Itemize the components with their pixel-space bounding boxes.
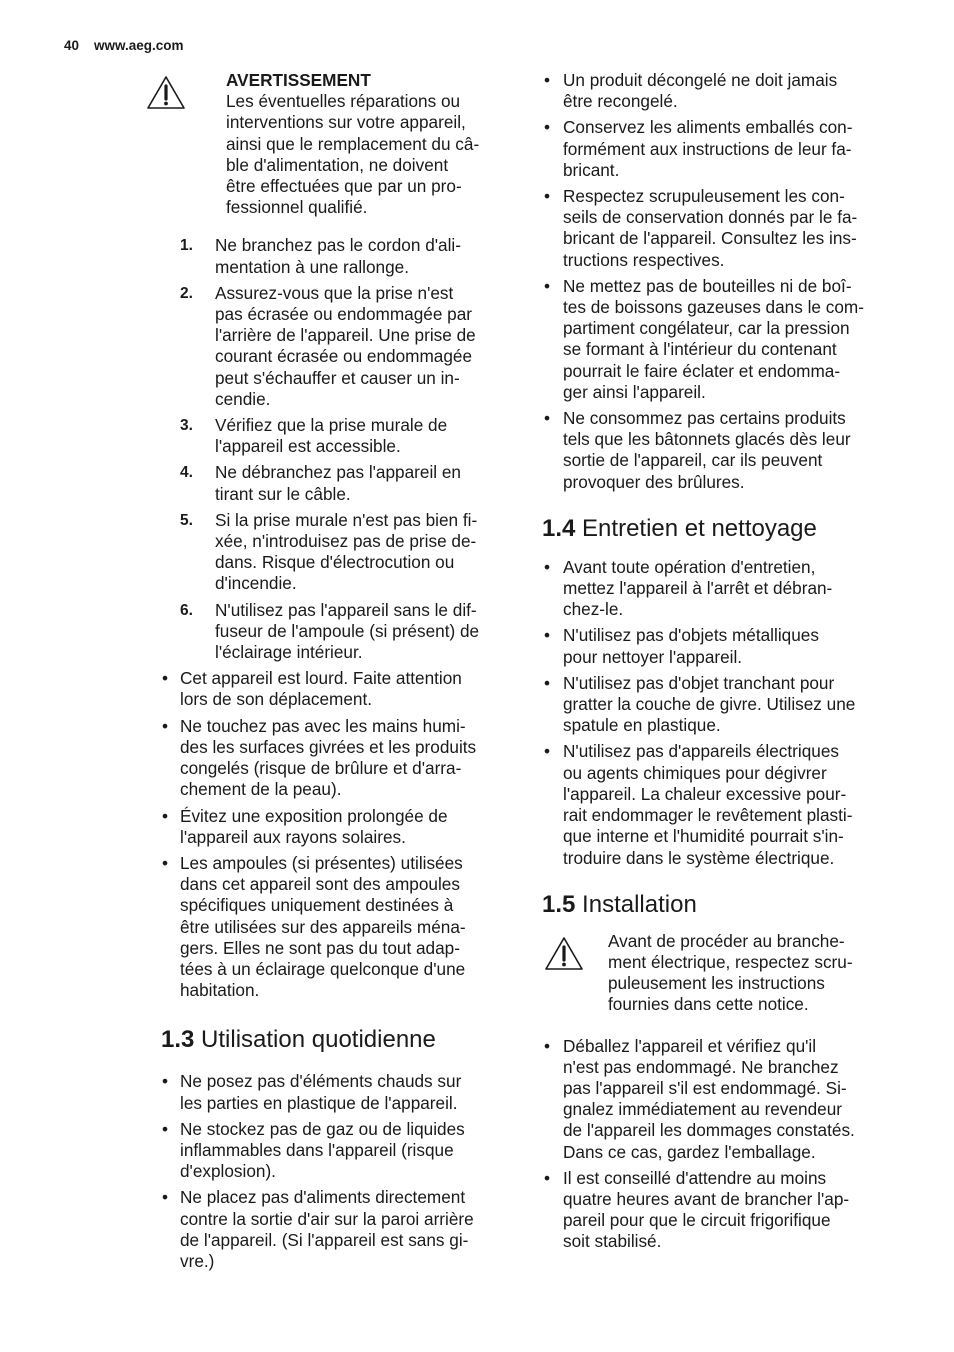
list-item — [542, 1168, 900, 1253]
text-line: rait endommager le revêtement plasti- — [563, 805, 853, 826]
text-line: l'éclairage intérieur. — [215, 642, 363, 663]
step-number: 1. — [180, 237, 193, 255]
text-line: tructions respectives. — [563, 249, 725, 270]
text-line: bricant. — [563, 159, 620, 180]
list-item — [542, 673, 900, 737]
list-item — [542, 625, 900, 667]
text-line: de l'appareil. (Si l'appareil est sans gi- — [180, 1229, 469, 1250]
left-column — [140, 70, 516, 1277]
step-item — [140, 283, 516, 410]
text-line: • Cet appareil est lourd. Faite attention — [180, 668, 462, 689]
text-line: l'appareil aux rayons solaires. — [180, 826, 406, 847]
text-line: les parties en plastique de l'appareil. — [180, 1092, 458, 1113]
section-heading — [140, 1026, 516, 1054]
text-line: être recongelé. — [563, 91, 678, 112]
text-line: l'appareil. La chaleur excessive pour- — [563, 783, 847, 804]
text-line: Ne branchez pas le cordon d'ali- — [215, 235, 461, 256]
text-line: chement de la peau). — [180, 779, 342, 800]
text-line: gnalez immédiatement au revendeur — [563, 1099, 842, 1120]
bullet-list — [542, 557, 900, 869]
bullet-list — [542, 1036, 900, 1253]
list-item — [542, 276, 900, 403]
text-line: • Ne mettez pas de bouteilles ni de boî- — [563, 275, 852, 296]
warning-line: puleusement les instructions — [608, 973, 825, 994]
text-line: pourrait le faire éclater et endomma- — [563, 360, 841, 381]
step-item — [140, 235, 516, 277]
text-line: peut s'échauffer et causer un in- — [215, 367, 460, 388]
text-line: être utilisées sur des appareils ména- — [180, 916, 466, 937]
text-line: contre la sortie d'air sur la paroi arrière — [180, 1208, 474, 1229]
text-line: • N'utilisez pas d'appareils électriques — [563, 741, 839, 762]
text-line: Dans ce cas, gardez l'emballage. — [563, 1141, 816, 1162]
text-line: courant écrasée ou endommagée — [215, 346, 473, 367]
list-item — [140, 853, 516, 1001]
text-line: sortie de l'appareil, car ils peuvent — [563, 450, 823, 471]
text-line: tes de boissons gazeuses dans le com- — [563, 297, 864, 318]
page-number: 40 — [64, 38, 80, 53]
text-line: Ne débranchez pas l'appareil en — [215, 462, 461, 483]
list-item — [140, 716, 516, 801]
site-url: www.aeg.com — [94, 38, 184, 53]
step-number: 3. — [180, 417, 193, 435]
step-number: 6. — [180, 601, 193, 619]
bullet-list — [542, 70, 900, 493]
list-item — [542, 408, 900, 493]
text-line: fuseur de l'ampoule (si présent) de — [215, 620, 480, 641]
list-item — [542, 186, 900, 271]
list-item — [542, 70, 900, 112]
right-column — [542, 70, 900, 1258]
step-number: 2. — [180, 284, 193, 302]
text-line: Assurez-vous que la prise n'est — [215, 282, 454, 303]
text-line: ou agents chimiques pour dégivrer — [563, 762, 827, 783]
text-line: chez-le. — [563, 599, 624, 620]
section-number: 1.3 — [161, 1026, 195, 1054]
text-line: ger ainsi l'appareil. — [563, 381, 706, 402]
warning-title: AVERTISSEMENT — [226, 70, 371, 90]
text-line: d'explosion). — [180, 1161, 276, 1182]
section-number: 1.4 — [542, 514, 576, 542]
text-line: • Il est conseillé d'attendre au moins — [563, 1167, 827, 1188]
section-title: Entretien et nettoyage — [582, 514, 817, 542]
text-line: • Ne posez pas d'éléments chauds sur — [180, 1071, 462, 1092]
text-line: mettez l'appareil à l'arrêt et débran- — [563, 578, 833, 599]
text-line: soit stabilisé. — [563, 1231, 662, 1252]
step-item — [140, 510, 516, 595]
text-line: • Ne placez pas d'aliments directement — [180, 1187, 466, 1208]
warning-line: fournies dans cette notice. — [608, 994, 809, 1015]
list-item — [542, 557, 900, 621]
list-item — [140, 806, 516, 848]
text-line: gers. Elles ne sont pas du tout adap- — [180, 937, 460, 958]
warning-triangle-icon — [146, 75, 186, 111]
text-line: n'est pas endommagé. Ne branchez — [563, 1056, 839, 1077]
text-line: spatule en plastique. — [563, 715, 721, 736]
text-line: • Un produit décongelé ne doit jamais — [563, 70, 838, 90]
warning-text — [608, 931, 900, 1016]
section-heading — [542, 515, 900, 543]
step-item — [140, 415, 516, 457]
warning-line: ment électrique, respectez scru- — [608, 951, 853, 972]
list-item — [140, 1187, 516, 1272]
text-line: seils de conservation donnés par le fa- — [563, 207, 858, 228]
text-line: cendie. — [215, 388, 271, 409]
text-line: vre.) — [180, 1250, 215, 1271]
warning-line: ainsi que le remplacement du câ- — [226, 133, 480, 154]
page-header — [64, 38, 184, 53]
warning-line: Les éventuelles réparations ou — [226, 91, 461, 112]
text-line: gratter la couche de givre. Utilisez une — [563, 694, 856, 715]
text-line: • N'utilisez pas d'objets métalliques — [563, 625, 819, 646]
text-line: • Évitez une exposition prolongée de — [180, 805, 448, 826]
text-line: troduire dans le système électrique. — [563, 847, 835, 868]
section-title: Utilisation quotidienne — [201, 1026, 436, 1054]
text-line: des les surfaces givrées et les produits — [180, 736, 477, 757]
text-line: • N'utilisez pas d'objet tranchant pour — [563, 672, 835, 693]
text-line: xée, n'introduisez pas de prise de- — [215, 531, 477, 552]
text-line: d'incendie. — [215, 573, 297, 594]
list-item — [140, 1071, 516, 1113]
text-line: pareil pour que le circuit frigorifique — [563, 1210, 831, 1231]
text-line: partiment congélateur, car la pression — [563, 318, 850, 339]
list-item — [542, 117, 900, 181]
text-line: l'appareil est accessible. — [215, 436, 401, 457]
section-number: 1.5 — [542, 890, 576, 918]
step-number: 5. — [180, 511, 193, 529]
step-item — [140, 462, 516, 504]
text-line: N'utilisez pas l'appareil sans le dif- — [215, 599, 477, 620]
text-line: spécifiques uniquement destinées à — [180, 895, 454, 916]
text-line: quatre heures avant de brancher l'ap- — [563, 1188, 850, 1209]
bullet-list — [140, 668, 516, 1001]
warning-line: Avant de procéder au branche- — [608, 930, 845, 951]
list-item — [542, 1036, 900, 1163]
text-line: pas l'appareil s'il est endommagé. Si- — [563, 1077, 847, 1098]
text-line: tées à un éclairage quelconque d'une — [180, 958, 466, 979]
text-line: • Les ampoules (si présentes) utilisées — [180, 852, 463, 873]
section-heading — [542, 891, 900, 919]
text-line: • Déballez l'appareil et vérifiez qu'il — [563, 1035, 817, 1056]
text-line: tirant sur le câble. — [215, 483, 351, 504]
text-line: de l'appareil les dommages constatés. — [563, 1120, 855, 1141]
list-item — [140, 1119, 516, 1183]
bullet-list — [140, 1071, 516, 1272]
text-line: pour nettoyer l'appareil. — [563, 646, 743, 667]
text-line: inflammables dans l'appareil (risque — [180, 1139, 454, 1160]
text-line: • Ne consommez pas certains produits — [563, 408, 846, 429]
warning-box — [542, 931, 900, 1016]
text-line: Si la prise murale n'est pas bien fi- — [215, 509, 478, 530]
text-line: mentation à une rallonge. — [215, 256, 409, 277]
warning-text — [226, 70, 516, 218]
text-line: l'arrière de l'appareil. Une prise de — [215, 325, 476, 346]
text-line: • Avant toute opération d'entretien, — [563, 556, 816, 577]
text-line: dans. Risque d'électrocution ou — [215, 552, 455, 573]
text-line: • Ne touchez pas avec les mains humi- — [180, 715, 466, 736]
text-line: se formant à l'intérieur du contenant — [563, 339, 837, 360]
list-item — [542, 741, 900, 868]
numbered-steps — [140, 235, 516, 663]
warning-triangle-icon — [544, 936, 584, 972]
text-line: Vérifiez que la prise murale de — [215, 415, 448, 436]
text-line: tels que les bâtonnets glacés dès leur — [563, 429, 851, 450]
text-line: bricant de l'appareil. Consultez les ins- — [563, 228, 857, 249]
warning-line: ble d'alimentation, ne doivent — [226, 154, 449, 175]
text-line: lors de son déplacement. — [180, 689, 373, 710]
text-line: provoquer des brûlures. — [563, 471, 745, 492]
warning-line: être effectuées que par un pro- — [226, 176, 462, 197]
list-item — [140, 668, 516, 710]
text-line: • Ne stockez pas de gaz ou de liquides — [180, 1118, 465, 1139]
warning-box — [140, 70, 516, 218]
text-line: • Conservez les aliments emballés con- — [563, 117, 853, 138]
text-line: pas écrasée ou endommagée par — [215, 304, 473, 325]
warning-line: interventions sur votre appareil, — [226, 112, 466, 133]
step-item — [140, 600, 516, 664]
text-line: que interne et l'humidité pourrait s'in- — [563, 826, 844, 847]
text-line: dans cet appareil sont des ampoules — [180, 874, 460, 895]
text-line: • Respectez scrupuleusement les con- — [563, 186, 845, 207]
step-number: 4. — [180, 464, 193, 482]
text-line: formément aux instructions de leur fa- — [563, 138, 852, 159]
section-title: Installation — [582, 890, 697, 918]
warning-line: fessionnel qualifié. — [226, 197, 368, 218]
text-line: congelés (risque de brûlure et d'arra- — [180, 758, 462, 779]
text-line: habitation. — [180, 980, 260, 1001]
